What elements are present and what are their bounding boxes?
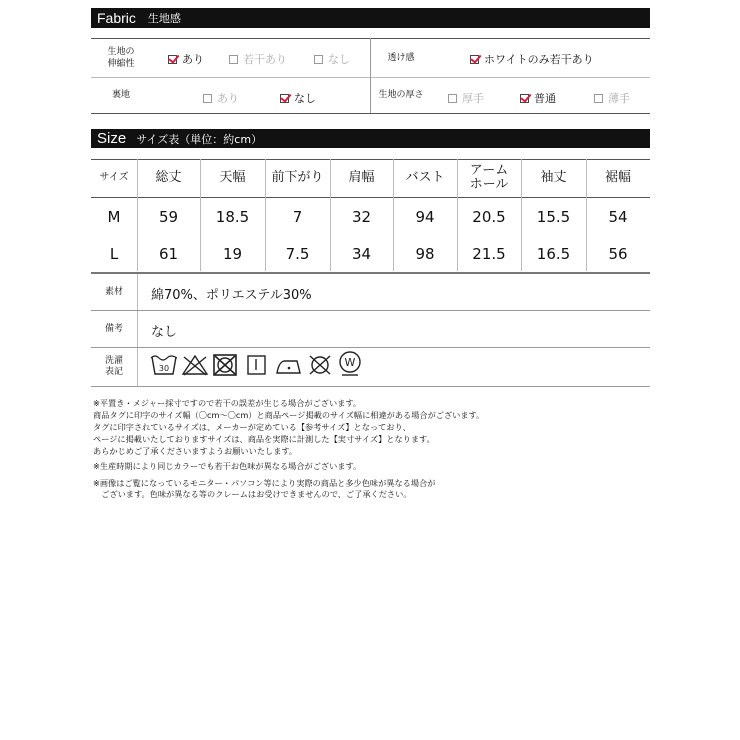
note-line: 商品タグに印字のサイズ幅（〇cm〜〇cm）と商品ページ掲載のサイズ幅に相違がある場合がございます。	[93, 410, 485, 420]
checkbox-unchecked[interactable]	[203, 94, 212, 103]
stretch-option-slight[interactable]: 若干あり	[229, 51, 287, 67]
note-line: ございます。色味が異なる等のクレームはお受けできませんので、ご了承ください。	[93, 489, 412, 499]
fabric-header	[91, 8, 650, 28]
checkbox-unchecked[interactable]	[594, 94, 603, 103]
size-value-cell: 32	[351, 207, 372, 226]
size-header	[91, 129, 650, 148]
lining-label: 裏地	[111, 90, 130, 100]
size-row-label: L	[109, 244, 119, 263]
size-header-cell: 総丈	[155, 170, 182, 185]
sheer-label: 透け感	[387, 53, 415, 63]
size-value-cell: 34	[351, 244, 372, 263]
fabric-col-divider	[370, 38, 371, 113]
wash-temp-text: 30	[158, 364, 170, 373]
size-header-cell: 肩幅	[348, 170, 375, 185]
line-dry-icon	[246, 353, 268, 377]
size-title: Size	[97, 130, 127, 147]
size-value-cell: 59	[158, 207, 179, 226]
size-value-cell: 61	[158, 244, 179, 263]
checkbox-checked[interactable]	[520, 94, 529, 103]
size-header-cell: アーム ホール	[469, 163, 509, 192]
thickness-option-thick[interactable]: 厚手	[448, 90, 484, 106]
size-value-cell: 7	[292, 207, 303, 226]
note-line: タグに印字されているサイズは、メーカーが定めている【参考サイズ】となっており、	[93, 422, 411, 432]
size-row-label: M	[107, 207, 121, 226]
spec-border-bottom	[91, 386, 650, 387]
size-value-cell: 94	[415, 207, 435, 226]
size-header-cell: 裾幅	[604, 170, 631, 185]
fabric-border-bottom	[91, 113, 650, 114]
size-value-cell: 16.5	[536, 244, 571, 263]
wet-clean-icon	[338, 350, 362, 378]
thickness-option-thin[interactable]: 薄手	[594, 90, 630, 106]
size-value-cell: 7.5	[285, 244, 310, 263]
checkbox-unchecked[interactable]	[229, 55, 238, 64]
checkbox-checked[interactable]	[168, 55, 177, 64]
note-line: ※生産時期により同じカラーでも若干お色味が異なる場合がございます。	[93, 461, 362, 471]
checkbox-checked[interactable]	[470, 55, 479, 64]
size-value-cell: 20.5	[472, 207, 506, 226]
size-subtitle: サイズ表（単位：約cm）	[136, 132, 263, 146]
material-value: 綿70%、ポリエステル30%	[151, 288, 312, 303]
note-line: ※平置き・メジャー採寸ですので若干の誤差が生じる場合がございます。	[93, 398, 362, 408]
size-value-cell: 18.5	[215, 207, 250, 226]
size-header-cell: サイズ	[99, 172, 129, 183]
material-label: 素材	[104, 286, 123, 297]
spec-label-divider	[137, 274, 138, 386]
checkbox-unchecked[interactable]	[448, 94, 457, 103]
note-line: ページに掲載いたしておりますサイズは、商品を実際に計測した【実寸サイズ】となります。	[93, 434, 435, 444]
fabric-title: Fabric	[97, 10, 136, 26]
size-value-cell: 15.5	[536, 207, 571, 226]
size-value-cell: 19	[222, 244, 243, 263]
spec-divider-1	[91, 310, 650, 311]
size-header-cell: 天幅	[219, 170, 246, 185]
thickness-option-normal[interactable]: 普通	[520, 90, 556, 106]
size-value-cell: 56	[608, 244, 628, 263]
sheer-option-white-slight[interactable]: ホワイトのみ若干あり	[470, 51, 594, 67]
thickness-label: 生地の厚さ	[378, 90, 424, 100]
stretch-option-no[interactable]: なし	[314, 51, 350, 67]
lining-option-yes[interactable]: あり	[203, 90, 239, 106]
remarks-value: なし	[151, 325, 178, 340]
note-line: ※画像はご覧になっているモニター・パソコン等により実際の商品と多少色味が異なる場合が	[93, 478, 436, 488]
checkbox-checked[interactable]	[280, 94, 289, 103]
size-value-cell: 54	[608, 207, 628, 226]
iron-low-icon	[274, 353, 302, 377]
stretch-label: 生地の 伸縮性	[107, 47, 135, 69]
fabric-subtitle: 生地感	[147, 12, 181, 25]
size-header-cell: 前下がり	[271, 170, 324, 185]
no-dry-clean-icon	[307, 353, 333, 377]
spec-border-top	[91, 272, 650, 274]
no-bleach-icon	[181, 353, 209, 377]
size-header-cell: 袖丈	[540, 170, 567, 185]
lining-option-no[interactable]: なし	[280, 90, 316, 106]
spec-divider-2	[91, 347, 650, 348]
size-value-cell: 98	[415, 244, 435, 263]
note-line: あらかじめご了承くださいますようお願いいたします。	[93, 446, 298, 456]
wash-30-icon	[150, 353, 178, 377]
care-label: 洗濯 表記	[104, 356, 123, 377]
checkbox-unchecked[interactable]	[314, 55, 323, 64]
size-header-cell: バスト	[405, 170, 445, 185]
stretch-option-yes[interactable]: あり	[168, 51, 204, 67]
no-tumble-dry-icon	[212, 353, 239, 377]
remarks-label: 備考	[104, 323, 123, 334]
wet-clean-letter: W	[344, 356, 356, 369]
size-value-cell: 21.5	[472, 244, 506, 263]
